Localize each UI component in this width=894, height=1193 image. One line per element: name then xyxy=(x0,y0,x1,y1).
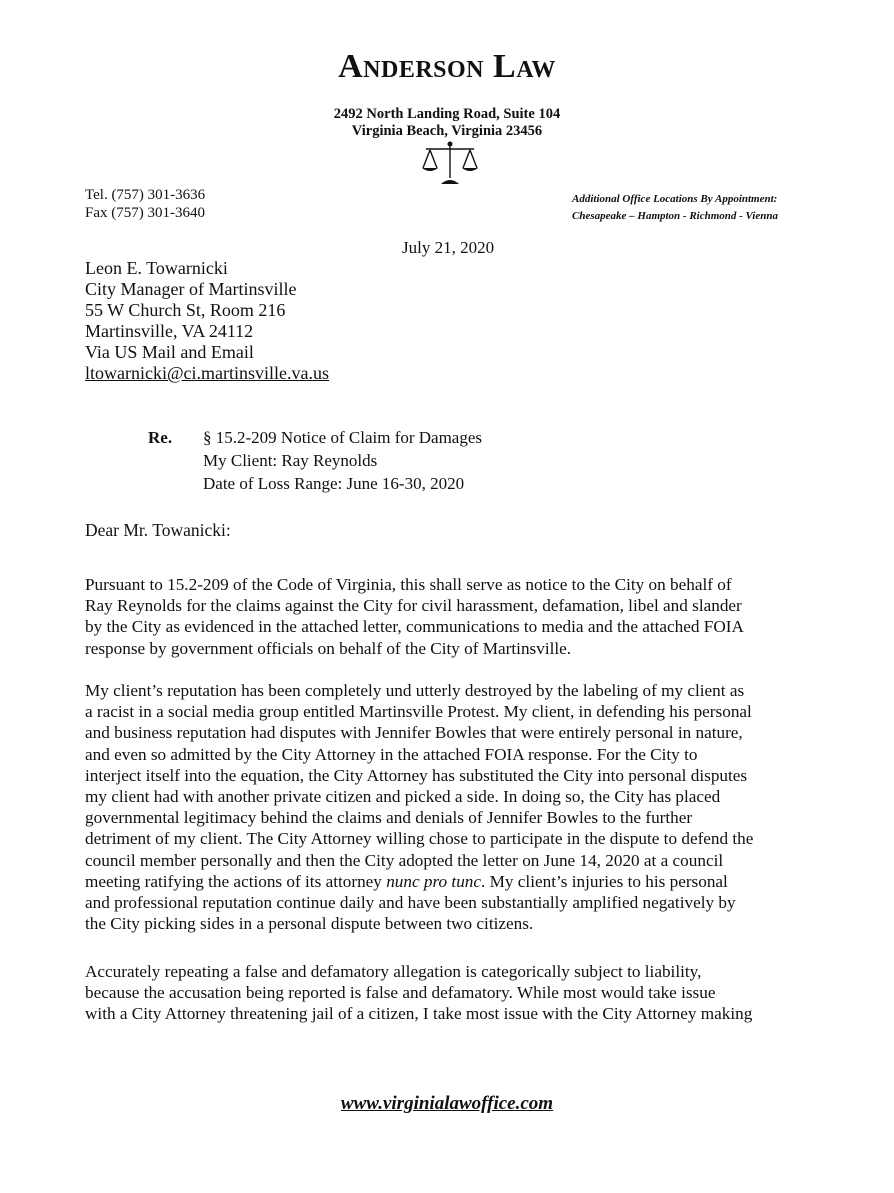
paragraph-line: the City picking sides in a personal dispute between two citizens. xyxy=(85,914,534,934)
recipient-email-link[interactable]: ltowarnicki@ci.martinsville.va.us xyxy=(85,363,330,383)
paragraph-line: and business reputation had disputes with Jennifer Bowles that were entirely personal in nature, xyxy=(85,723,743,743)
recipient-name: Leon E. Towarnicki xyxy=(85,258,228,278)
re-subject-line: § 15.2-209 Notice of Claim for Damages xyxy=(203,428,483,447)
letter-date: July 21, 2020 xyxy=(402,238,495,257)
paragraph-line xyxy=(85,871,815,892)
recipient-street: 55 W Church St, Room 216 xyxy=(85,300,286,320)
body-paragraph-3 xyxy=(85,961,815,1025)
salutation: Dear Mr. Towanicki: xyxy=(85,520,231,540)
paragraph-line: by the City as evidenced in the attached letter, communications to media and the attached FOIA xyxy=(85,617,744,637)
paragraph-line: because the accusation being reported is false and defamatory. While most would take issue xyxy=(85,983,716,1003)
body-paragraph-1 xyxy=(85,574,815,659)
latin-phrase: nunc pro tunc xyxy=(386,871,482,891)
website-link[interactable]: www.virginialawoffice.com xyxy=(340,1093,554,1114)
firm-name: Anderson Law xyxy=(338,48,556,85)
paragraph-line: governmental legitimacy behind the claims and denials of Jennifer Bowles to the further xyxy=(85,808,693,828)
scales-of-justice-icon xyxy=(420,140,480,186)
recipient-title: City Manager of Martinsville xyxy=(85,279,297,299)
recipient-city-state-zip: Martinsville, VA 24112 xyxy=(85,321,254,341)
fax-number: Fax (757) 301-3640 xyxy=(85,205,205,221)
body-paragraph-2 xyxy=(85,680,815,934)
phone-number: Tel. (757) 301-3636 xyxy=(85,187,206,203)
paragraph-line: council member personally and then the City adopted the letter on June 14, 2020 at a council xyxy=(85,850,724,870)
office-locations-list: Chesapeake – Hampton - Richmond - Vienna xyxy=(572,210,778,222)
paragraph-line: Accurately repeating a false and defamatory allegation is categorically subject to liability, xyxy=(85,962,702,981)
re-date-of-loss-line: Date of Loss Range: June 16-30, 2020 xyxy=(203,474,465,493)
paragraph-line: with a City Attorney threatening jail of a citizen, I take most issue with the City Attorney making xyxy=(85,1004,753,1024)
office-locations-heading: Additional Office Locations By Appointment: xyxy=(572,193,778,205)
paragraph-line: Ray Reynolds for the claims against the City for civil harassment, defamation, libel and slander xyxy=(85,596,742,616)
firm-address-line1: 2492 North Landing Road, Suite 104 xyxy=(333,106,561,122)
paragraph-text: meeting ratifying the actions of its attorney xyxy=(85,871,387,891)
paragraph-line: and even so admitted by the City Attorney in the attached FOIA response. For the City to xyxy=(85,744,698,764)
paragraph-line: My client’s reputation has been completely und utterly destroyed by the labeling of my client as xyxy=(85,681,745,700)
recipient-delivery-method: Via US Mail and Email xyxy=(85,342,254,362)
paragraph-text: . My client’s injuries to his personal xyxy=(481,871,728,891)
paragraph-line: a racist in a social media group entitled Martinsville Protest. My client, in defending his personal xyxy=(85,702,752,722)
re-client-line: My Client: Ray Reynolds xyxy=(203,451,378,470)
re-label: Re. xyxy=(148,428,173,447)
paragraph-line: detriment of my client. The City Attorney willing chose to participate in the dispute to defend the xyxy=(85,829,754,849)
paragraph-line: my client had with another private citizen and picked a side. In doing so, the City has placed xyxy=(85,787,721,807)
firm-address-line2: Virginia Beach, Virginia 23456 xyxy=(351,123,543,139)
paragraph-line: and professional reputation continue daily and have been substantially amplified negatively by xyxy=(85,893,736,913)
paragraph-line: response by government officials on behalf of the City of Martinsville. xyxy=(85,638,572,658)
paragraph-line: interject itself into the equation, the City Attorney has substituted the City into personal disputes xyxy=(85,765,748,785)
paragraph-line: Pursuant to 15.2-209 of the Code of Virginia, this shall serve as notice to the City on behalf of xyxy=(85,575,732,594)
